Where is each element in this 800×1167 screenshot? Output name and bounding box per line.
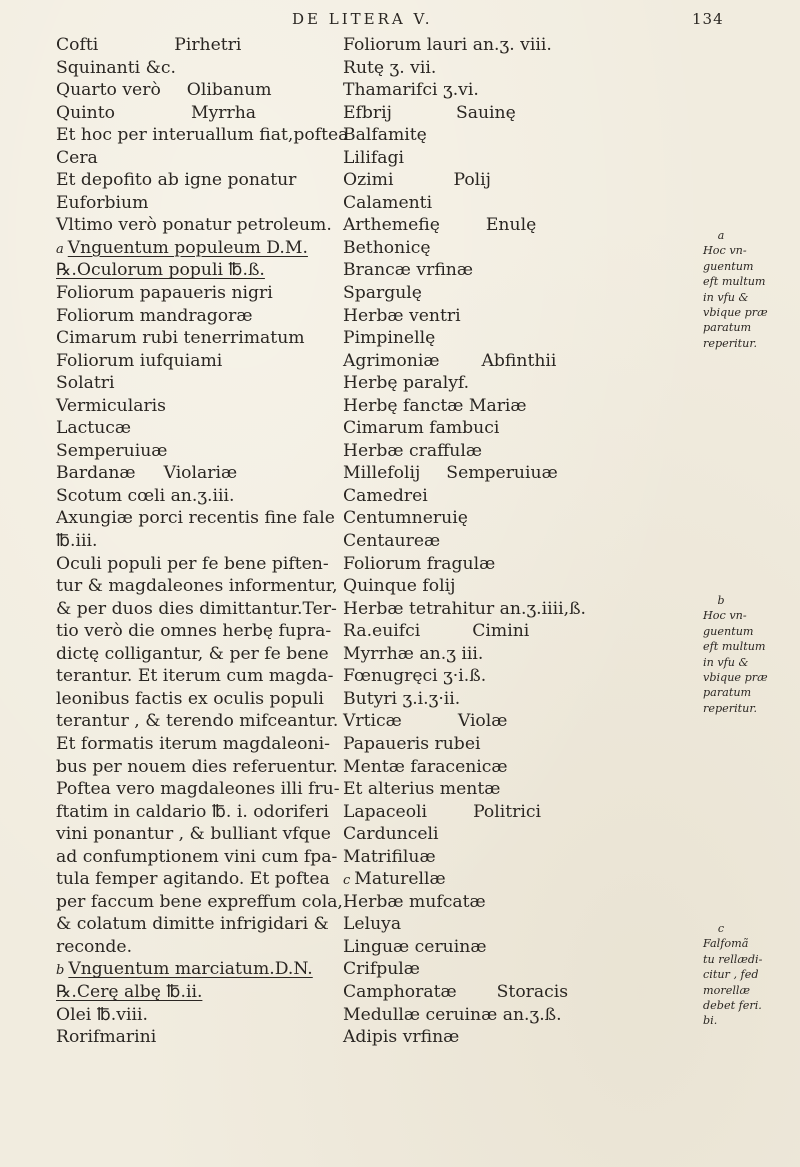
line-text: Herbæ mufcatæ [343, 891, 486, 912]
line-text: Leluya [343, 914, 402, 935]
recipe-heading-text: ℞.Oculorum populi ℔.ß. [56, 260, 265, 281]
margin-note-line: morellæ [703, 983, 750, 997]
margin-note-line: citur , fed [703, 968, 759, 982]
margin-note-letter: c [717, 922, 725, 935]
line-text-second: Violæ [457, 711, 508, 732]
line-text: Quarto verò [56, 80, 161, 101]
line-text: Vermicularis [56, 395, 166, 416]
margin-note-line: paratum [703, 686, 752, 700]
line-text: Agrimoniæ [343, 350, 440, 371]
recipe-heading-text: Vnguentum marciatum.D.N. [68, 959, 313, 980]
line-text: Cimarum fambuci [343, 418, 500, 439]
line-text: Et formatis iterum magdaleoni- [56, 733, 330, 754]
line-text: Centaureæ [343, 531, 441, 552]
line-text: ftatim in caldario ℔. i. odoriferi [56, 801, 329, 822]
margin-note-b [703, 593, 800, 716]
line-text: dictę colligantur, & per fe bene [56, 643, 329, 664]
margin-note-line: guentum [703, 259, 754, 273]
line-text: Oculi populi per fe bene piften- [56, 553, 329, 574]
line-text: Medullæ ceruinæ an.ʒ.ß. [343, 1004, 562, 1025]
line-text: Herbæ tetrahitur an.ʒ.iiii,ß. [343, 598, 587, 619]
line-text: Cimarum rubi tenerrimatum [56, 328, 305, 349]
margin-note-letter: b [717, 594, 725, 607]
line-text: & per duos dies dimittantur.Ter- [56, 598, 337, 619]
line-text: Olei ℔.viii. [56, 1004, 148, 1025]
line-text: per faccum bene expreffum cola, [56, 891, 343, 912]
margin-note-line: in vfu & [703, 655, 749, 669]
margin-note-line: reperitur. [703, 336, 758, 350]
line-text: ad confumptionem vini cum fpa- [56, 846, 338, 867]
line-text: Calamenti [343, 192, 433, 213]
recipe-heading-text: Vnguentum populeum D.M. [67, 237, 308, 258]
line-text: Thamarifci ʒ.vi. [343, 80, 479, 101]
margin-note-line: Hoc vn- [703, 244, 747, 258]
line-text-second: Pirhetri [174, 35, 242, 55]
recipe-heading-text: ℞.Cerę albę ℔.ii. [56, 981, 203, 1002]
line-text: Scotum cœli an.ʒ.iii. [56, 485, 235, 506]
margin-note-line: guentum [703, 624, 754, 638]
margin-note-line: Falfomã [703, 937, 749, 951]
line-text: Foliorum fragulæ [343, 553, 496, 574]
line-text: Myrrhæ an.ʒ iii. [343, 643, 484, 664]
margin-note-line: eft multum [703, 275, 766, 289]
line-text: tio verò die omnes herbę fupra- [56, 621, 332, 642]
line-text: reconde. [56, 936, 133, 957]
line-text: Bardanæ [56, 463, 136, 484]
line-text-second: Polij [453, 170, 491, 191]
line-text: Rorifmarini [56, 1027, 157, 1048]
line-text: Millefolij [343, 463, 421, 484]
line-text: Papaueris rubei [343, 733, 481, 754]
line-text: Quinque folij [343, 576, 456, 597]
line-text: Et depofito ab igne ponatur [56, 170, 297, 191]
line-text: Solatri [56, 373, 115, 394]
margin-note-c [703, 921, 800, 1029]
line-text: Efbrij [343, 102, 392, 123]
line-text-second: Storacis [496, 981, 569, 1002]
margin-note-line: debet feri. [703, 999, 762, 1013]
line-text: Cofti [56, 35, 99, 55]
margin-note-line: tu rellædi- [703, 952, 763, 966]
line-text-second: Olibanum [186, 80, 272, 101]
line-text: Butyri ʒ.i.ʒ·ii. [343, 688, 461, 709]
margin-note-line: vbique præ [703, 306, 768, 320]
line-text: Fœnugręci ʒ·i.ß. [343, 666, 487, 687]
line-text: Vrticæ [343, 711, 402, 732]
line-text: Maturellæ [354, 869, 446, 890]
margin-note-letter: a [717, 229, 725, 242]
line-text: tur & magdaleones informentur, [56, 576, 338, 597]
running-head-title: DE LITERA V. [292, 10, 433, 28]
line-text: Cera [56, 147, 98, 168]
note-reference-mark: c [343, 873, 351, 889]
line-text-second: Cimini [472, 621, 530, 642]
line-text: & colatum dimitte infrigidari & [56, 914, 329, 935]
line-text-second: Enulę [485, 215, 537, 236]
line-text: Herbę paralyf. [343, 373, 470, 394]
page-number: 134 [692, 10, 724, 28]
line-text: Herbæ ventri [343, 305, 461, 326]
line-text-second: Semperuiuæ [446, 463, 558, 484]
line-text-second: Politrici [473, 801, 542, 822]
margin-note-line: reperitur. [703, 701, 758, 715]
line-text: Pimpinellę [343, 328, 436, 349]
line-text: Vltimo verò ponatur petroleum. [56, 215, 332, 236]
line-text: terantur , & terendo mifceantur. [56, 711, 339, 732]
line-text: vini ponantur , & bulliant vfque [56, 824, 331, 845]
line-text: Centumneruię [343, 508, 468, 529]
line-text: Poftea vero magdaleones illi fru- [56, 779, 340, 800]
line-text: Quinto [56, 102, 115, 123]
line-text: Balfamitę [343, 125, 427, 146]
line-text: Camphoratæ [343, 981, 457, 1002]
line-text: Camedrei [343, 485, 428, 506]
line-text: Foliorum mandragoræ [56, 305, 253, 326]
line-text: Lapaceoli [343, 801, 428, 822]
line-text: Adipis vrfinæ [343, 1027, 460, 1048]
note-reference-mark: b [56, 963, 65, 979]
line-text: Lactucæ [56, 418, 132, 439]
line-text: Foliorum lauri an.ʒ. viii. [343, 35, 552, 55]
line-text-second: Violariæ [163, 463, 238, 484]
line-text: Cardunceli [343, 824, 439, 845]
line-text: Brancæ vrfinæ [343, 260, 474, 281]
line-text: Spargulę [343, 283, 422, 304]
line-text: Foliorum iufquiami [56, 350, 223, 371]
line-text: Squinanti &c. [56, 57, 176, 78]
line-text: leonibus factis ex oculis populi [56, 688, 324, 709]
margin-note-line: vbique præ [703, 671, 768, 685]
line-text: Ra.euifci [343, 621, 421, 642]
line-text: Semperuiuæ [56, 440, 168, 461]
note-reference-mark: a [56, 241, 64, 257]
line-text: bus per nouem dies referuentur. [56, 756, 338, 777]
line-text: Mentæ faracenicæ [343, 756, 508, 777]
line-text: tula femper agitando. Et poftea [56, 869, 330, 890]
margin-note-line: eft multum [703, 640, 766, 654]
line-text-second: Myrrha [190, 102, 257, 123]
line-text: Crifpulæ [343, 959, 420, 980]
line-text: Bethonicę [343, 237, 431, 258]
margin-note-line: Hoc vn- [703, 609, 747, 623]
line-text: Arthemefię [343, 215, 440, 236]
line-text: Herbæ craffulæ [343, 440, 483, 461]
line-text: Herbę fanctæ Mariæ [343, 395, 527, 416]
line-text: Axungiæ porci recentis fine fale [56, 508, 335, 529]
line-text: ℔.iii. [56, 531, 98, 552]
line-text: Matrifiluæ [343, 846, 436, 867]
line-text: Ozimi [343, 170, 394, 191]
line-text: Linguæ ceruinæ [343, 936, 487, 957]
margin-note-line: in vfu & [703, 290, 749, 304]
line-text: Lilifagi [343, 147, 405, 168]
margin-note-a [703, 228, 800, 351]
line-text: terantur. Et iterum cum magda- [56, 666, 334, 687]
line-text-second: Sauinę [455, 102, 516, 123]
line-text: Et alterius mentæ [343, 779, 501, 800]
line-text: Euforbium [56, 192, 149, 213]
line-text-second: Abfinthii [481, 350, 557, 371]
line-text: Et hoc per interuallum fiat,poftea [56, 125, 349, 146]
line-text: Foliorum papaueris nigri [56, 283, 273, 304]
margin-note-line: bi. [703, 1014, 718, 1028]
margin-note-line: paratum [703, 321, 752, 335]
line-text: Rutę ʒ. vii. [343, 57, 437, 78]
